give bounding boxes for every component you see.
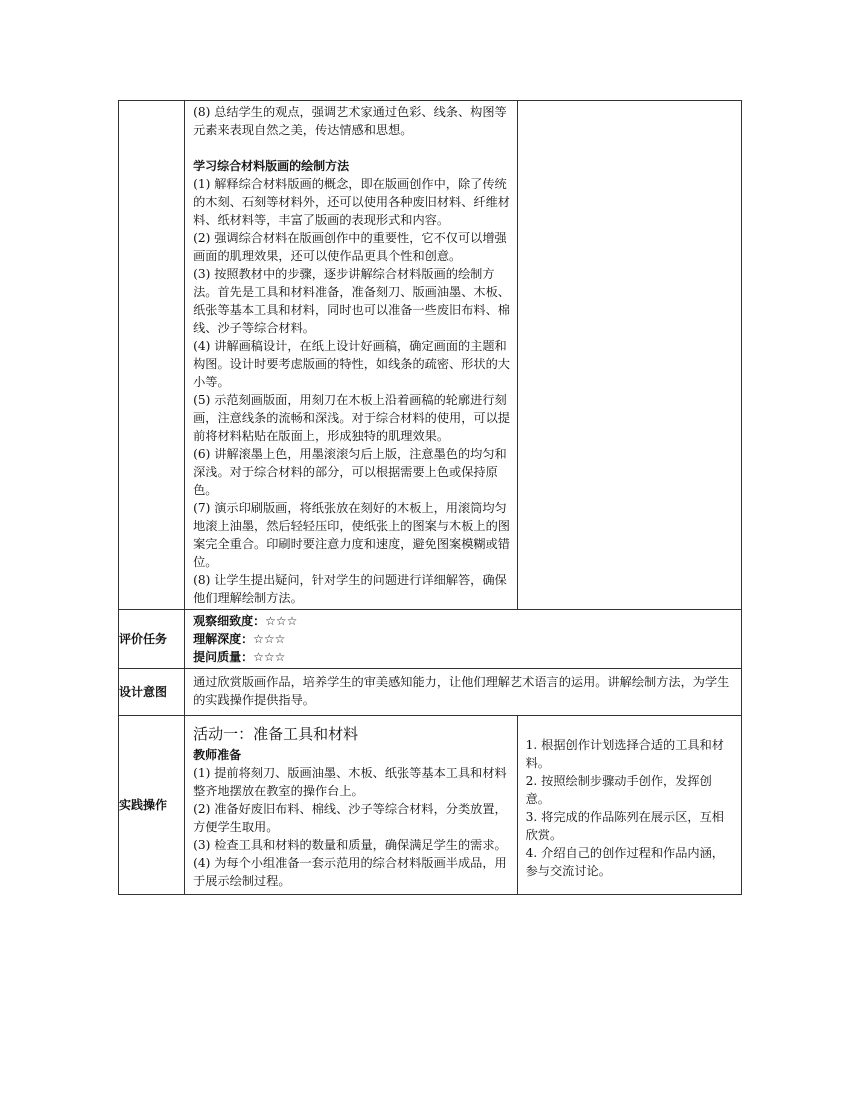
teacher-step-2: (2) 准备好废旧布料、棉线、沙子等综合材料，分类放置，方便学生取用。	[193, 802, 507, 834]
method-step-7: (7) 演示印刷版画，将纸张放在刻好的木板上，用滚筒均匀地滚上油墨，然后轻轻压印，使纸张上的图案与木板上的图案完全重合。印刷时要注意力度和速度，避免图案模糊或错位。	[193, 501, 510, 569]
student-step-4: 4. 介绍自己的创作过程和作品内涵，参与交流讨论。	[525, 846, 724, 878]
practice-teacher-cell	[185, 716, 518, 895]
method-step-3: (3) 按照教材中的步骤，逐步讲解综合材料版画的绘制方法。首先是工具和材料准备，准备刻刀、版画油墨、木板、纸张等基本工具和材料，同时也可以准备一些废旧布料、棉线、沙子等综合材料。	[193, 267, 510, 335]
practice-student-cell	[517, 716, 741, 895]
teacher-step-1: (1) 提前将刻刀、版画油墨、木板、纸张等基本工具和材料整齐地摆放在教室的操作台上。	[193, 766, 507, 798]
lesson-plan-table	[118, 100, 742, 895]
evaluation-content-cell	[185, 610, 742, 669]
method-step-8: (8) 让学生提出疑问，针对学生的问题进行详细解答，确保他们理解绘制方法。	[193, 573, 507, 605]
summary-paragraph: (8) 总结学生的观点，强调艺术家通过色彩、线条、构图等元素来表现自然之美，传达情感和思想。	[193, 105, 507, 137]
method-step-5: (5) 示范刻画版面，用刻刀在木板上沿着画稿的轮廓进行刻画，注意线条的流畅和深浅。对于综合材料的使用，可以提前将材料粘贴在版面上，形成独特的肌理效果。	[193, 393, 510, 443]
teacher-prep-heading: 教师准备	[193, 748, 242, 762]
eval-item-questioning	[193, 648, 735, 666]
method-step-6: (6) 讲解滚墨上色，用墨滚滚匀后上版，注意墨色的均匀和深浅。对于综合材料的部分，可以根据需要上色或保持原色。	[193, 447, 507, 497]
eval-item-name: 观察细致度：	[193, 614, 266, 628]
row-practice	[119, 716, 742, 895]
teacher-step-4: (4) 为每个小组准备一套示范用的综合材料版画半成品，用于展示绘制过程。	[193, 856, 507, 888]
eval-item-observation	[193, 612, 735, 630]
row1-content-cell	[185, 101, 518, 610]
row1-right-cell	[517, 101, 741, 610]
section-heading: 学习综合材料版画的绘制方法	[193, 159, 350, 173]
row-design-intent	[119, 669, 742, 716]
design-intent-cell	[185, 669, 742, 716]
eval-item-name: 理解深度：	[193, 632, 254, 646]
method-step-4: (4) 讲解画稿设计，在纸上设计好画稿，确定画面的主题和构图。设计时要考虑版画的特性，如线条的疏密、形状的大小等。	[193, 339, 510, 389]
eval-item-name: 提问质量：	[193, 650, 254, 664]
student-step-2: 2. 按照绘制步骤动手创作，发挥创意。	[525, 774, 712, 806]
star-rating: ☆☆☆	[253, 650, 286, 664]
student-step-1: 1. 根据创作计划选择合适的工具和材料。	[525, 738, 724, 770]
row1-label-cell	[119, 101, 185, 610]
practice-label: 实践操作	[119, 716, 185, 895]
row-teaching-content	[119, 101, 742, 610]
teacher-step-3: (3) 检查工具和材料的数量和质量，确保满足学生的需求。	[193, 838, 507, 852]
evaluation-label: 评价任务	[119, 610, 185, 669]
student-step-3: 3. 将完成的作品陈列在展示区，互相欣赏。	[525, 810, 724, 842]
method-step-1: (1) 解释综合材料版画的概念，即在版画创作中，除了传统的木刻、石刻等材料外，还可以使用各种废旧材料、纤维材料、纸材料等，丰富了版画的表现形式和内容。	[193, 177, 510, 227]
activity-title: 活动一：准备工具和材料	[193, 725, 359, 743]
star-rating: ☆☆☆	[253, 632, 286, 646]
method-step-2: (2) 强调综合材料在版画创作中的重要性，它不仅可以增强画面的肌理效果，还可以使作品更具个性和创意。	[193, 231, 507, 263]
star-rating: ☆☆☆	[265, 614, 298, 628]
design-intent-label: 设计意图	[119, 669, 185, 716]
eval-item-understanding	[193, 630, 735, 648]
row-evaluation	[119, 610, 742, 669]
design-intent-text: 通过欣赏版画作品，培养学生的审美感知能力，让他们理解艺术语言的运用。讲解绘制方法，为学生的实践操作提供指导。	[193, 675, 730, 707]
